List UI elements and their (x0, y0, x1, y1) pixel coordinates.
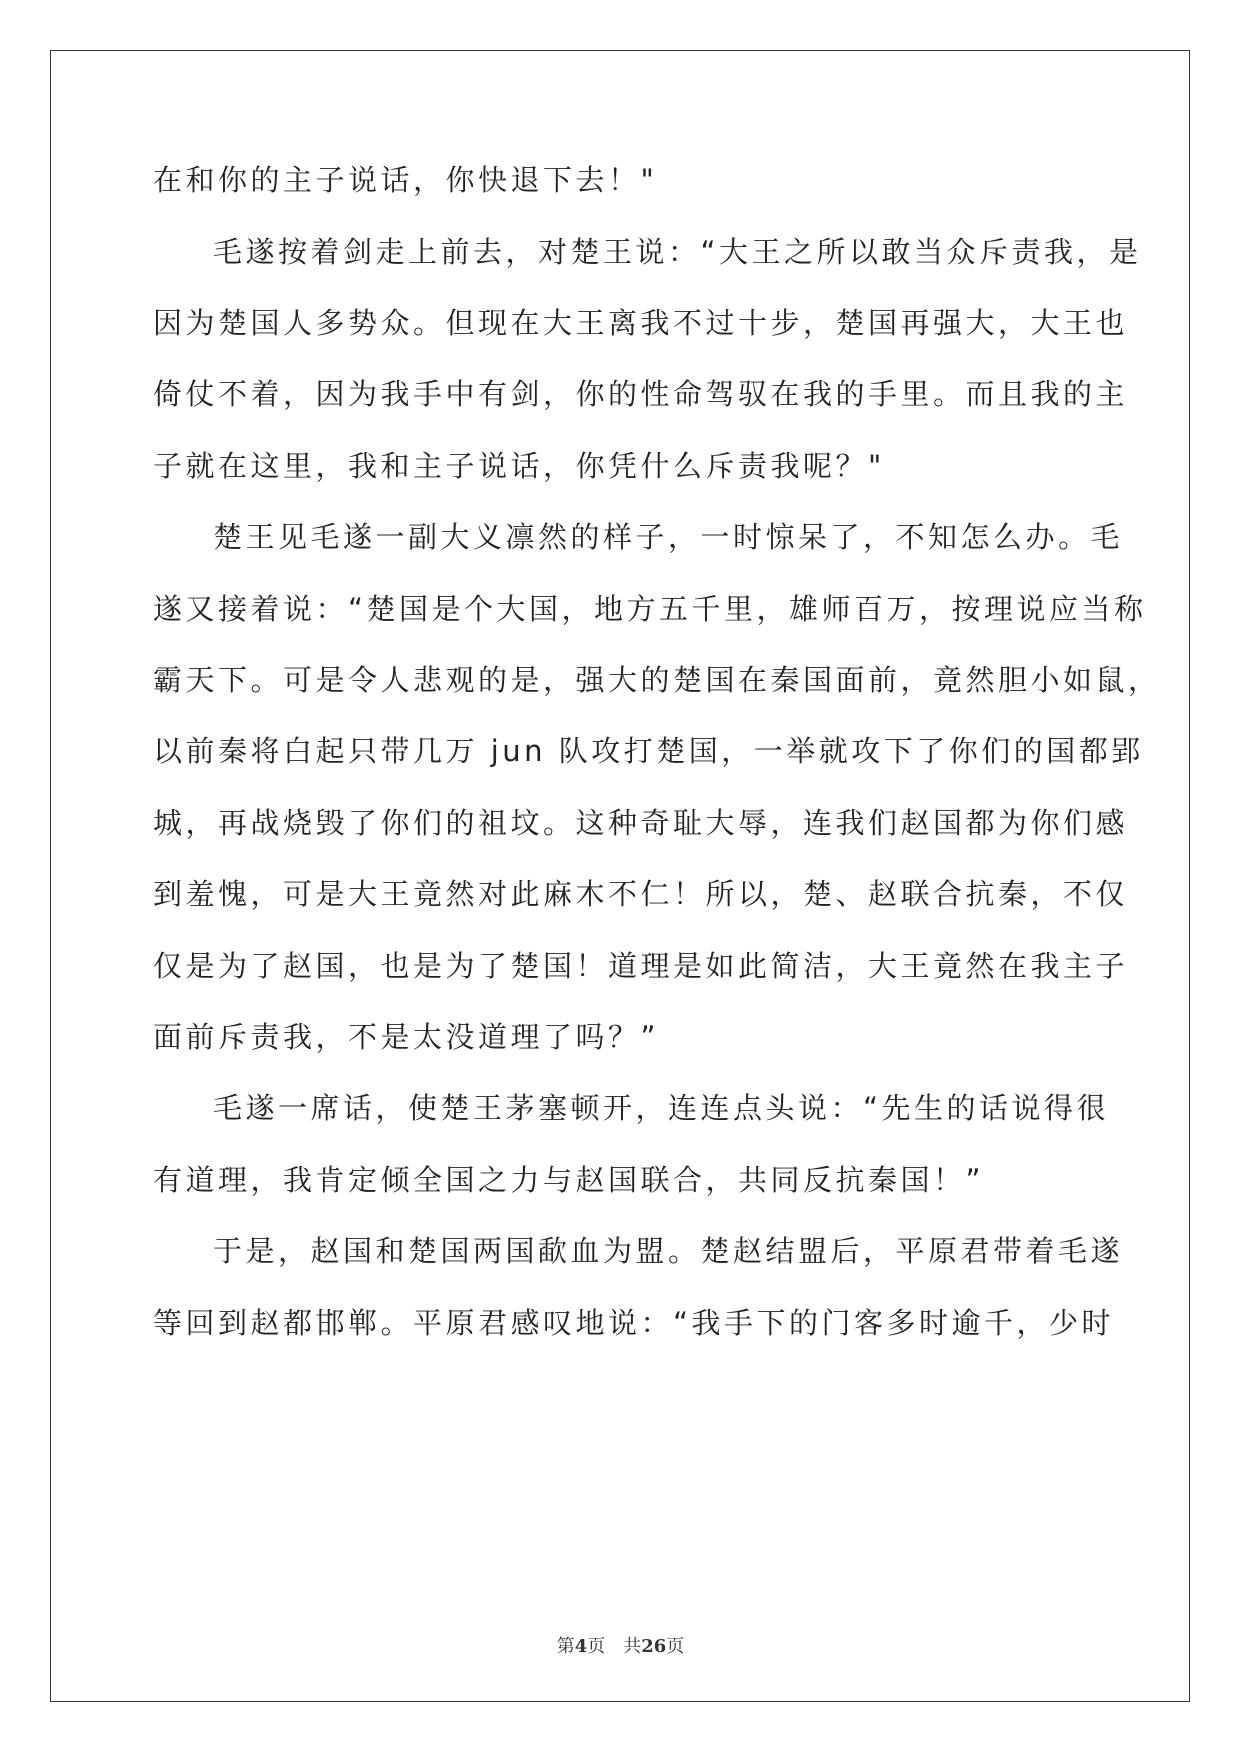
text-line: 仅是为了赵国，也是为了楚国！道理是如此简洁，大王竟然在我主子 (153, 949, 1129, 983)
text-line: 有道理，我肯定倾全国之力与赵国联合，共同反抗秦国！” (153, 1163, 985, 1197)
page-footer (0, 1632, 1241, 1658)
text-line: 霸天下。可是令人悲观的是，强大的楚国在秦国面前，竟然胆小如鼠， (153, 663, 1161, 697)
footer-page-prefix: 第 (556, 1636, 575, 1657)
text-line: 到羞愧，可是大王竟然对此麻木不仁！所以，楚、赵联合抗秦，不仅 (153, 877, 1129, 911)
footer-total-suffix: 页 (666, 1636, 685, 1657)
text-line: 面前斥责我，不是太没道理了吗？” (153, 1020, 660, 1054)
footer-total-pages: 26 (641, 1636, 667, 1657)
text-line: 因为楚国人多势众。但现在大王离我不过十步，楚国再强大，大王也 (153, 306, 1129, 340)
paragraph-start-line: 于是，赵国和楚国两国歃血为盟。楚赵结盟后，平原君带着毛遂 (213, 1234, 1124, 1268)
footer-total-prefix: 共 (623, 1636, 642, 1657)
text-line: 以前秦将白起只带几万 jun 队攻打楚国，一举就攻下了你们的国都郢 (153, 734, 1144, 768)
paragraph-start-line: 毛遂一席话，使楚王茅塞顿开，连连点头说：“先生的话说得很 (213, 1091, 1110, 1125)
text-line: 子就在这里，我和主子说话，你凭什么斥责我呢？" (153, 449, 885, 483)
paragraph-start-line: 毛遂按着剑走上前去，对楚王说：“大王之所以敢当众斥责我，是 (213, 235, 1142, 269)
text-line: 倚仗不着，因为我手中有剑，你的性命驾驭在我的手里。而且我的主 (153, 377, 1129, 411)
text-line: 等回到赵都邯郸。平原君感叹地说：“我手下的门客多时逾千，少时 (153, 1306, 1115, 1340)
text-line: 在和你的主子说话，你快退下去！" (153, 163, 658, 197)
text-line: 遂又接着说：“楚国是个大国，地方五千里，雄师百万，按理说应当称 (153, 592, 1147, 626)
footer-page-number: 4 (574, 1636, 588, 1657)
footer-page-suffix: 页 (587, 1636, 606, 1657)
paragraph-start-line: 楚王见毛遂一副大义凛然的样子，一时惊呆了，不知怎么办。毛 (213, 520, 1124, 554)
text-line: 城，再战烧毁了你们的祖坟。这种奇耻大辱，连我们赵国都为你们感 (153, 806, 1129, 840)
